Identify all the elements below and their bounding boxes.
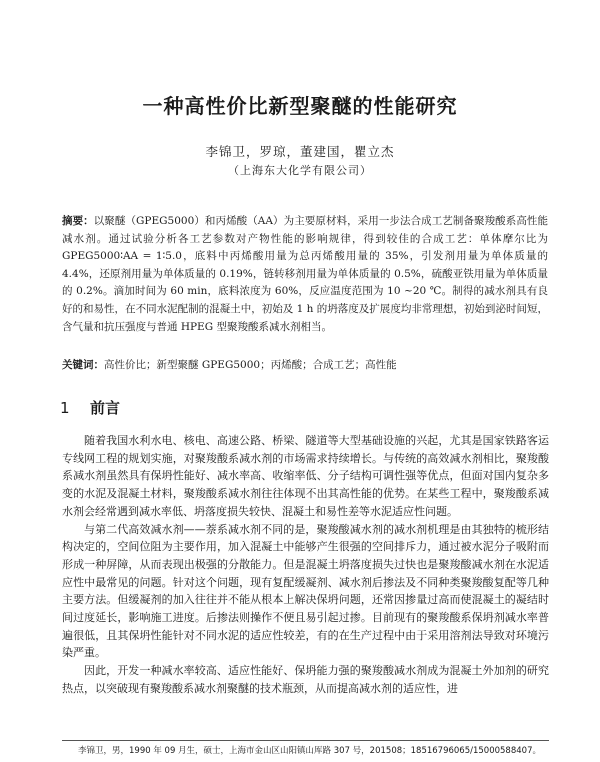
paragraph: 因此，开发一种减水率较高、适应性能好、保坍能力强的聚羧酸减水剂成为混凝土外加剂的研究热点，以突破现有聚羧酸系减水剂聚醚的技术瓶颈，从而提高减水剂的适应性，进 xyxy=(62,664,549,695)
keywords xyxy=(62,357,548,374)
paper-title: 一种高性价比新型聚醚的性能研究 xyxy=(142,94,458,118)
keywords-text: 高性价比；新型聚醚 GPEG5000；丙烯酸；合成工艺；高性能 xyxy=(104,359,397,371)
abstract-text: 以聚醚（GPEG5000）和丙烯酸（AA）为主要原材料，采用一步法合成工艺制备聚羧酸系高性能减水剂。通过试验分析各工艺参数对产物性能的影响规律，得到较佳的合成工艺：单体摩尔比为 GPEG5000∶AA = 1∶5.0，底料中丙烯酸用量为总丙烯酸用量的 35%，引发剂用量为单体质量的 4.4%，还原剂用量为单体质量的 0.19%，链转移剂用量为单体质量的 0.5%，硫酸亚铁用量为单体质量的 0.2%。滴加时间为 60 min，底料浓度为 60%，反应温度范围为 10 ~20 ℃。制得的减水剂具有良好的和易性，在不同水泥配制的混凝土中，初始及 1 h 的坍落度及扩展度均非常理想，初始到泌时间短，含气量和抗压强度与普通 HPEG 型聚羧酸系减水剂相当。 xyxy=(62,215,548,333)
abstract xyxy=(62,213,548,336)
paragraph: 与第二代高效减水剂——萘系减水剂不同的是，聚羧酸减水剂的减水剂机理是由其独特的梳形结构决定的，空间位阻为主要作用，加入混凝土中能够产生很强的空间排斥力，通过被水泥分子吸附而形成一种屏障，从而表现出极强的分散能力。但是混凝土坍落度损失过快也是聚羧酸减水剂在水泥适应性中最常见的问题。针对这个问题，现有复配缓凝剂、减水剂后掺法及不同种类聚羧酸复配等几种主要方法。但缓凝剂的加入往往并不能从根本上解决保坍问题，还常因掺量过高而使混凝土的凝结时间过度延长，影响施工进度。后掺法则操作不便且易引起过掺。目前现有的聚羧酸系保坍剂减水率普遍很低，且其保坍性能针对不同水泥的适应性较差，有的在生产过程中由于采用溶剂法导致对环境污染严重。 xyxy=(62,522,549,660)
paragraph: 随着我国水利水电、核电、高速公路、桥梁、隧道等大型基础设施的兴起，尤其是国家铁路客运专线网工程的规划实施，对聚羧酸系减水剂的市场需求持续增长。与传统的高效减水剂相比，聚羧酸系减水剂虽然具有保坍性能好、减水率高、收缩率低、分子结构可调性强等优点，但面对国内复杂多变的水泥及混凝土材料，聚羧酸系减水剂往往体现不出其高性能的优势。在某些工程中，聚羧酸系减水剂会经常遇到减水率低、坍落度损失较快、混凝土和易性差等水泥适应性问题。 xyxy=(62,434,549,518)
author-affiliation: （上海东大化学有限公司） xyxy=(228,164,372,177)
author-footnote: 李锦卫，男，1990 年 09 月生，硕士，上海市金山区山阳镇山厍路 307 号，201508；18516796065/15000588407。 xyxy=(78,746,541,756)
body-text xyxy=(62,432,549,698)
author-list: 李锦卫，罗琼，董建国，瞿立杰 xyxy=(205,144,395,159)
abstract-label: 摘要： xyxy=(62,215,94,227)
footnote-divider xyxy=(62,740,549,741)
section-number: 1 xyxy=(60,399,70,417)
keywords-label: 关键词： xyxy=(62,359,104,371)
section-heading xyxy=(60,397,120,418)
section-title: 前言 xyxy=(90,399,121,417)
